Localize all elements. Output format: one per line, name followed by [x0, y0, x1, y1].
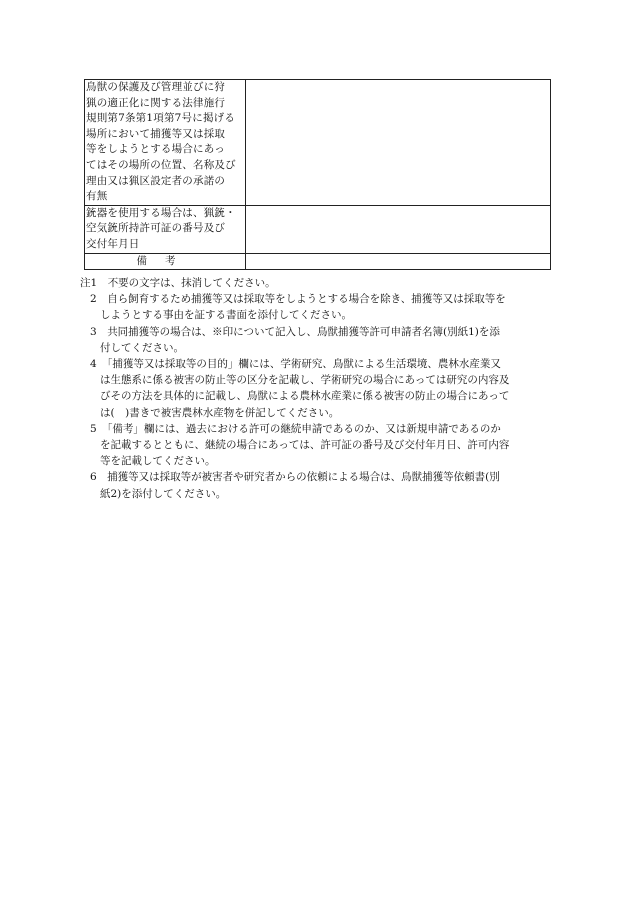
note-text: 共同捕獲等の場合は、※印について記入し、鳥獣捕獲等許可申請者名簿(別紙1)を添	[107, 325, 500, 338]
note-text: 付してください。	[100, 341, 184, 354]
note-text: を記載するとともに、継続の場合にあっては、許可証の番号及び交付年月日、許可内容	[100, 439, 510, 452]
value-hunting-location[interactable]	[246, 80, 551, 206]
table-row	[85, 80, 551, 206]
label-line: 規則第7条第1項第7号に掲げる	[86, 112, 236, 125]
label-line: 場所において捕獲等又は採取	[86, 127, 226, 140]
label-hunting-location	[85, 80, 246, 206]
note-number: 5	[90, 422, 97, 435]
label-line: 銃器を使用する場合は、猟銃・	[86, 206, 236, 219]
note-item	[80, 291, 560, 323]
table-row	[85, 253, 551, 270]
note-text: 不要の文字は、抹消してください。	[107, 277, 276, 289]
note-text: 紙2)を添付してください。	[100, 487, 227, 500]
note-item	[80, 356, 560, 421]
value-firearm-permit[interactable]	[246, 205, 551, 253]
note-text: は生態系に係る被害の防止等の区分を記載し、学術研究の場合にあっては研究の内容及	[100, 374, 510, 387]
note-text: びその方法を具体的に記載し、鳥獣による農林水産業に係る被害の防止の場合にあって	[100, 390, 510, 403]
value-remarks[interactable]	[246, 253, 551, 270]
note-text: しようとする事由を証する書面を添付してください。	[100, 309, 352, 322]
notes-section	[80, 275, 560, 502]
label-line: てはその場所の位置、名称及び	[86, 158, 236, 171]
label-firearm-permit	[85, 205, 246, 253]
label-line: 猟の適正化に関する法律施行	[86, 96, 226, 109]
note-number: 6	[90, 471, 97, 484]
note-text: 自ら飼育するため捕獲等又は採取等をしようとする場合を除き、捕獲等又は採取等を	[107, 293, 506, 306]
note-item	[80, 421, 560, 470]
label-line: 等をしようとする場合にあっ	[86, 143, 225, 156]
label-line: 鳥獣の保護及び管理並びに狩	[86, 81, 226, 93]
note-number: 2	[90, 293, 97, 306]
note-item	[80, 275, 560, 291]
note-text: 捕獲等又は採取等が被害者や研究者からの依頼による場合は、鳥獣捕獲等依頼書(別	[107, 471, 500, 484]
note-text: 「捕獲等又は採取等の目的」欄には、学術研究、鳥獣による生活環境、農林水産業又	[107, 358, 501, 371]
note-item	[80, 324, 560, 356]
note-number: 4	[90, 358, 97, 371]
label-remarks: 備考	[85, 253, 246, 270]
label-line: 交付年月日	[86, 237, 140, 250]
label-line: 理由又は猟区設定者の承諾の	[86, 174, 226, 187]
note-item	[80, 469, 560, 501]
table-row	[85, 205, 551, 253]
form-table	[84, 79, 551, 270]
note-number: 3	[90, 325, 97, 338]
label-line: 空気銃所持許可証の番号及び	[86, 222, 226, 235]
note-text: 等を記載してください。	[100, 455, 216, 468]
note-text: は( )書きで被害農林水産物を併記してください。	[100, 406, 340, 419]
label-line: 有無	[86, 190, 108, 203]
note-text: 「備考」欄には、過去における許可の継続申請であるのか、又は新規申請であるのか	[107, 422, 501, 435]
note-number: 注1	[80, 277, 98, 289]
